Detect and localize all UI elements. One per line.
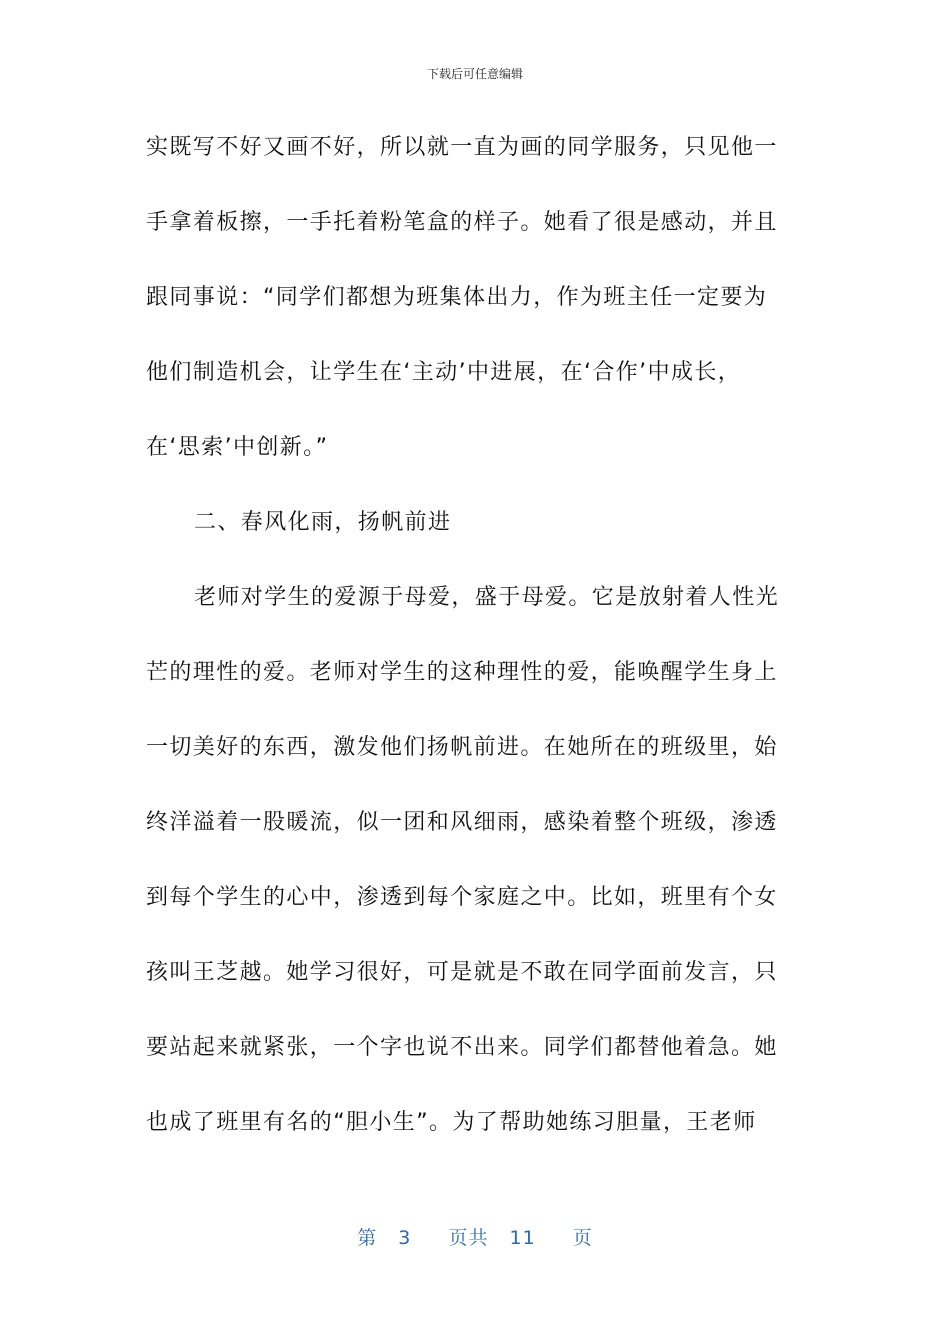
section-heading: 二、春风化雨，扬帆前进	[194, 510, 452, 535]
paragraph-start-line: 老师对学生的爱源于母爱，盛于母爱。它是放射着人性光	[194, 585, 780, 610]
page-header-note: 下载后可任意编辑	[426, 67, 523, 81]
page-mid: 页共	[448, 1227, 489, 1249]
body-line: 在‘思索’中创新。”	[146, 435, 329, 460]
page-suffix: 页	[572, 1227, 593, 1249]
page-number: 3	[398, 1227, 412, 1249]
body-line: 孩叫王芝越。她学习很好，可是就是不敢在同学面前发言，只	[146, 960, 778, 985]
page-total: 11	[509, 1227, 536, 1249]
body-line: 跟同事说：“同学们都想为班集体出力，作为班主任一定要为	[146, 285, 768, 310]
body-line: 一切美好的东西，激发他们扬帆前进。在她所在的班级里，始	[146, 735, 778, 760]
body-line: 要站起来就紧张，一个字也说不出来。同学们都替他着急。她	[146, 1035, 778, 1060]
page-prefix: 第	[357, 1227, 378, 1249]
page-footer	[0, 1224, 950, 1252]
body-line: 终洋溢着一股暖流，似一团和风细雨，感染着整个班级，渗透	[146, 810, 778, 835]
body-line: 芒的理性的爱。老师对学生的这种理性的爱，能唤醒学生身上	[146, 660, 778, 685]
body-line: 实既写不好又画不好，所以就一直为画的同学服务，只见他一	[146, 135, 778, 160]
document-body	[146, 110, 810, 1160]
body-line: 手拿着板擦，一手托着粉笔盒的样子。她看了很是感动，并且	[146, 210, 778, 235]
body-line: 他们制造机会，让学生在‘主动’中进展，在‘合作’中成长，	[146, 360, 742, 385]
body-line: 到每个学生的心中，渗透到每个家庭之中。比如，班里有个女	[146, 885, 778, 910]
body-line: 也成了班里有名的“胆小生”。为了帮助她练习胆量，王老师	[146, 1110, 757, 1135]
